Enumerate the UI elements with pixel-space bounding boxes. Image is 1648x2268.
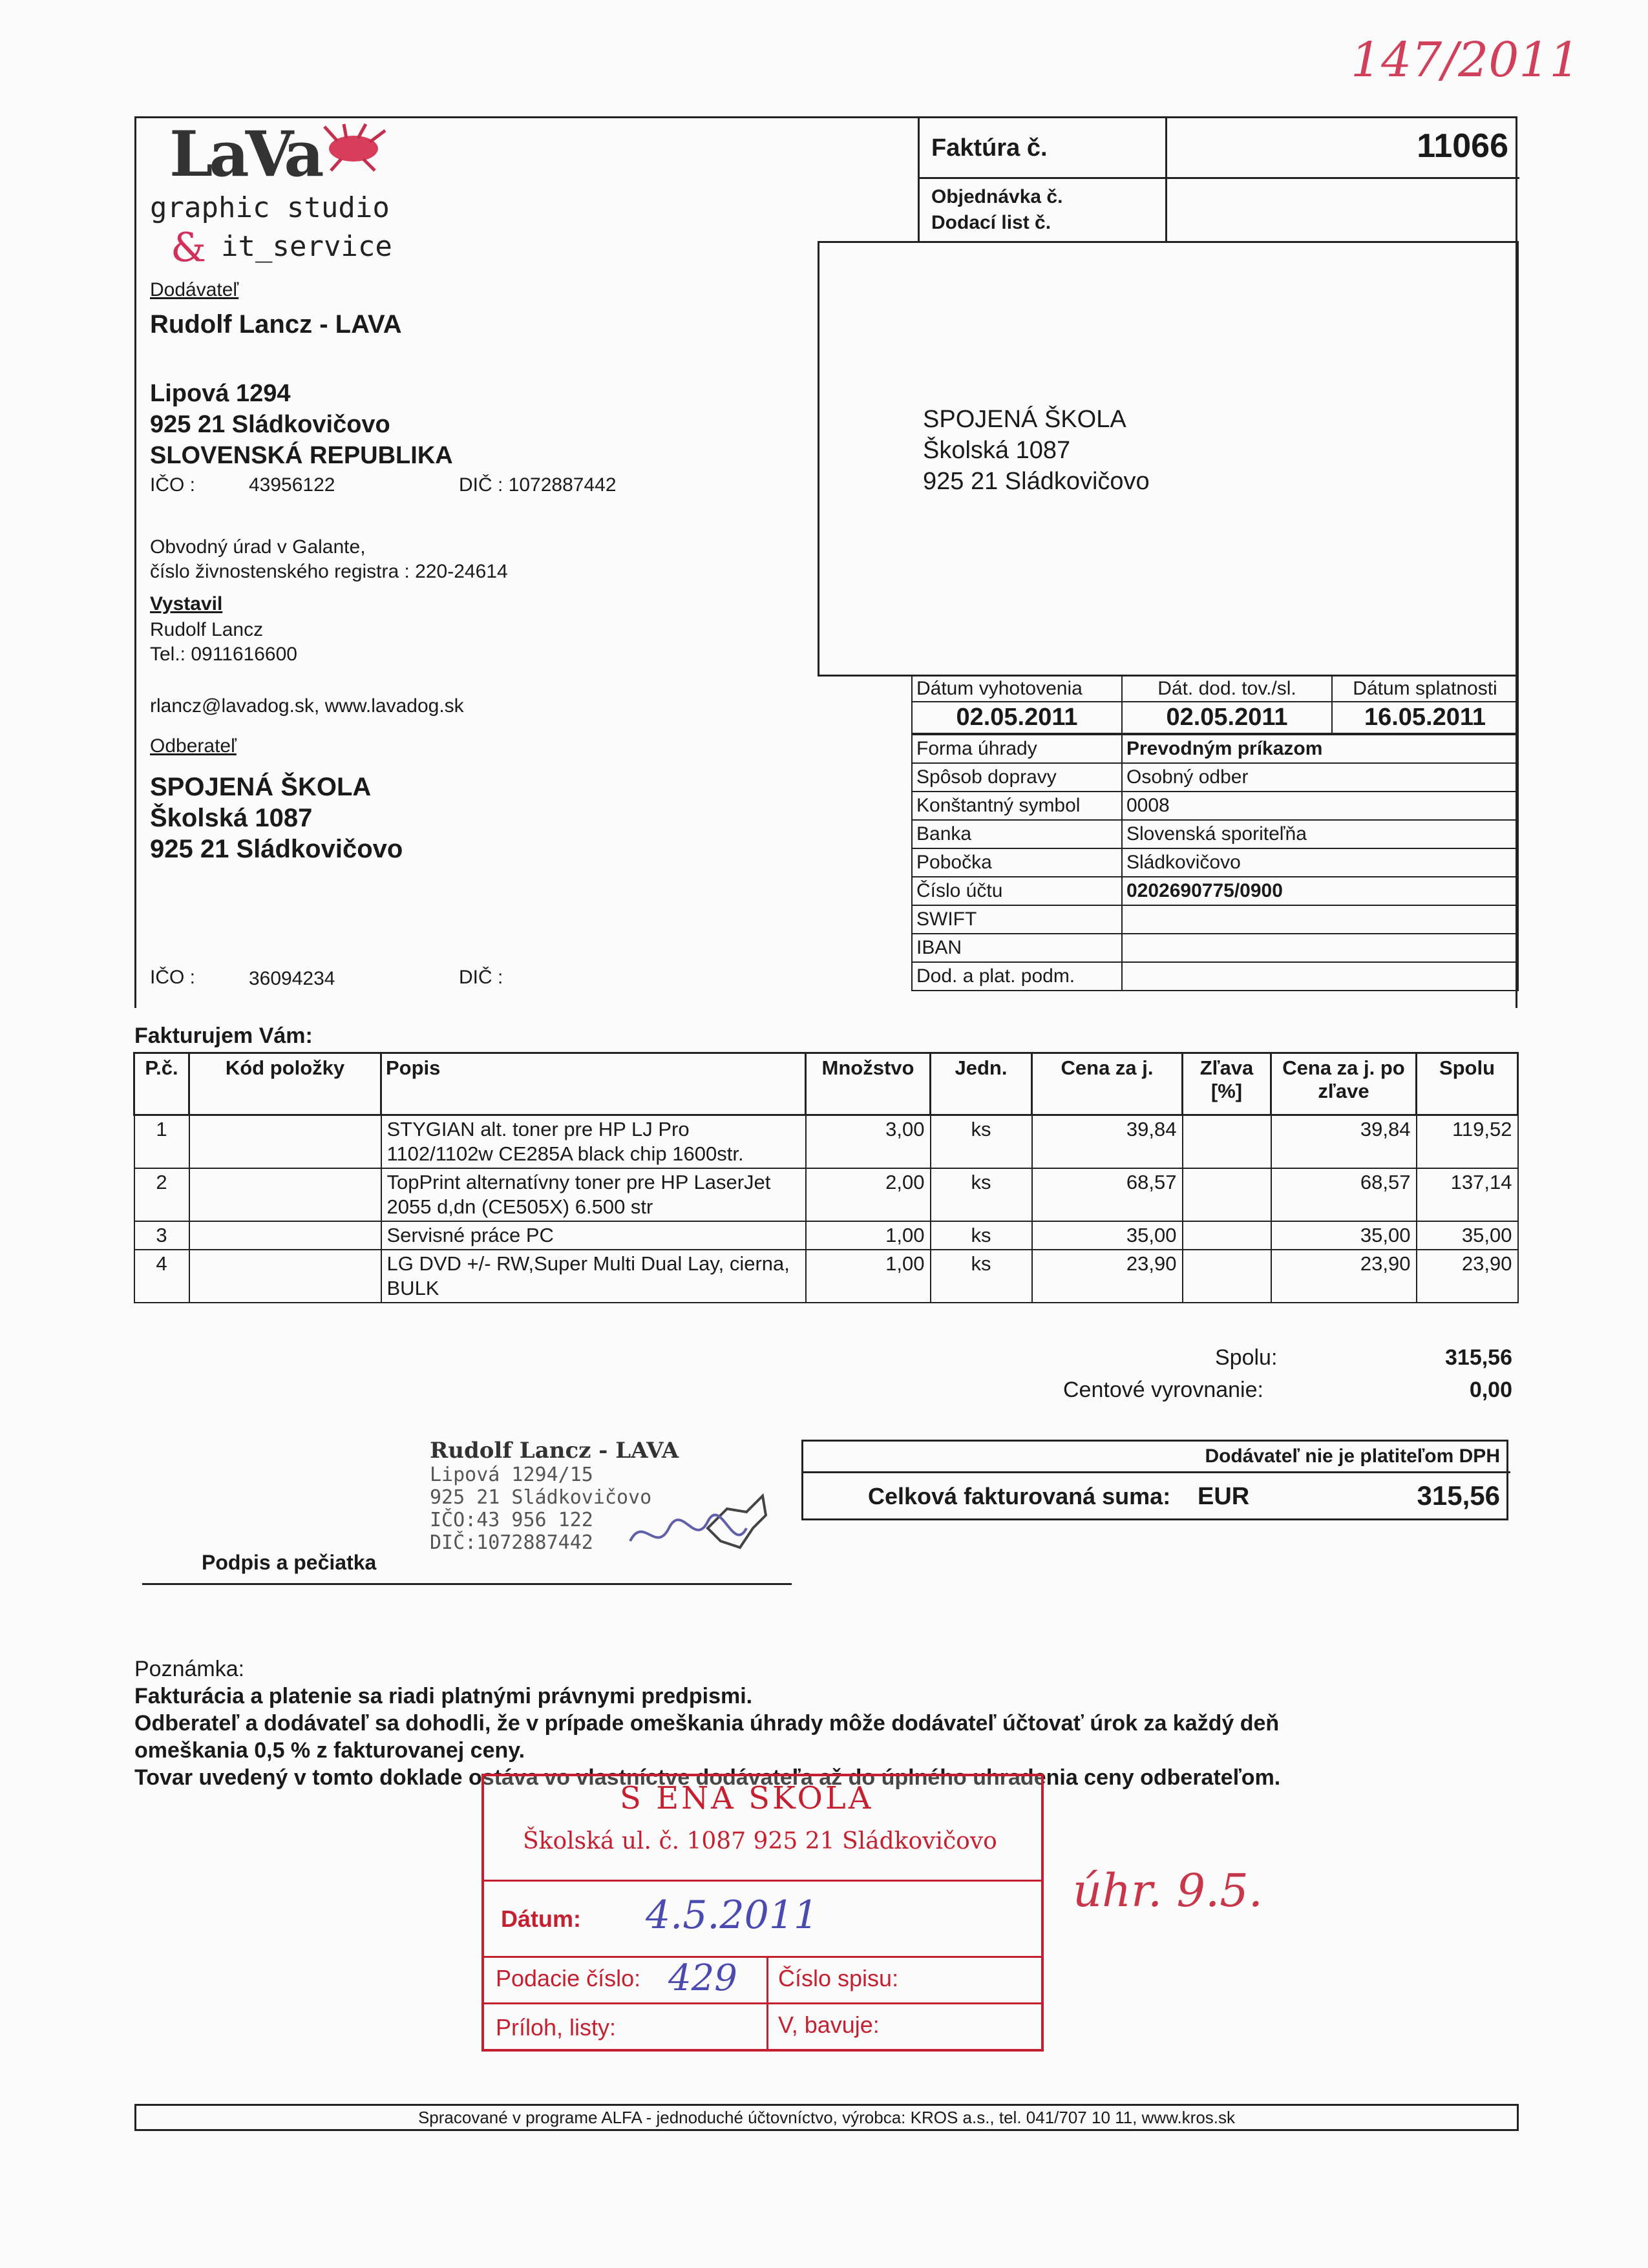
company-stamp	[430, 1438, 792, 1567]
col-unit: Jedn.	[931, 1053, 1032, 1115]
due-date: 16.05.2011	[1332, 702, 1518, 733]
stamp-line4: IČO:43 956 122	[430, 1509, 593, 1531]
delivery-note-label: Dodací list č.	[931, 212, 1051, 233]
invoice-header-box	[918, 116, 1517, 242]
item-price-after: 35,00	[1271, 1221, 1417, 1250]
payment-value: Osobný odber	[1122, 763, 1518, 792]
sum-label: Spolu:	[1215, 1345, 1278, 1370]
payment-row	[912, 905, 1518, 934]
issued-by-phone: Tel.: 0911616600	[150, 644, 297, 665]
item-qty: 1,00	[806, 1250, 931, 1303]
signature-line	[142, 1583, 792, 1585]
items-table	[133, 1052, 1519, 1303]
item-unit: ks	[931, 1250, 1032, 1303]
supplier-city: 925 21 Sládkovičovo	[150, 411, 390, 438]
item-total: 137,14	[1417, 1168, 1518, 1221]
payment-value: Prevodným príkazom	[1122, 735, 1518, 763]
footer-text: Spracované v programe ALFA - jednoduché účtovníctvo, výrobca: KROS a.s., tel. 041/707 10 11, www.kros.sk	[417, 2108, 1236, 2127]
item-pc: 1	[134, 1115, 189, 1169]
payment-label: Banka	[912, 820, 1122, 848]
item-price: 23,90	[1032, 1250, 1183, 1303]
supplier-name: Rudolf Lancz - LAVA	[150, 310, 402, 339]
logo-line1: graphic studio	[150, 191, 390, 224]
payment-label: Forma úhrady	[912, 735, 1122, 763]
item-code	[189, 1115, 381, 1169]
payment-value: 0008	[1122, 792, 1518, 820]
registry-priloh-label: Príloh, listy:	[496, 2014, 617, 2041]
registry-line2: číslo živnostenského registra : 220-24614	[150, 561, 508, 582]
col-code: Kód položky	[189, 1053, 381, 1115]
bee-icon	[318, 121, 389, 173]
item-desc: TopPrint alternatívny toner pre HP LaserJet 2055 d,dn (CE505X) 6.500 str	[381, 1168, 806, 1221]
signature-scribble	[624, 1509, 753, 1560]
registry-stamp	[481, 1774, 1044, 2052]
billing-intro: Fakturujem Vám:	[134, 1024, 313, 1048]
item-qty: 1,00	[806, 1221, 931, 1250]
buyer-label: Odberateľ	[150, 735, 237, 757]
note-line2: Odberateľ a dodávateľ sa dohodli, že v prípade omeškania úhrady môže dodávateľ účtovať úrok za každý deň	[134, 1711, 1280, 1736]
item-discount	[1183, 1168, 1271, 1221]
payment-row	[912, 848, 1518, 877]
order-label: Objednávka č.	[931, 186, 1063, 207]
registry-date-label: Dátum:	[501, 1906, 581, 1932]
payment-label: Pobočka	[912, 848, 1122, 877]
item-code	[189, 1250, 381, 1303]
recipient-line1: SPOJENÁ ŠKOLA	[923, 406, 1126, 433]
item-code	[189, 1168, 381, 1221]
item-price-after: 23,90	[1271, 1250, 1417, 1303]
rounding-value: 0,00	[1469, 1378, 1512, 1402]
issued-by-label: Vystavil	[150, 593, 223, 614]
payment-label: Dod. a plat. podm.	[912, 962, 1122, 991]
stamp-line5: DIČ:1072887442	[430, 1531, 593, 1554]
buyer-ico-label: IČO :	[150, 967, 196, 988]
delivery-date: 02.05.2011	[1122, 702, 1332, 733]
issue-date-label: Dátum vyhotovenia	[912, 676, 1122, 702]
items-table-wrap	[133, 1052, 1519, 1303]
issued-by-name: Rudolf Lancz	[150, 619, 264, 640]
logo	[150, 118, 421, 277]
payment-value	[1122, 962, 1518, 991]
stamp-line2: Lipová 1294/15	[430, 1464, 593, 1486]
item-pc: 2	[134, 1168, 189, 1221]
item-discount	[1183, 1115, 1271, 1169]
item-code	[189, 1221, 381, 1250]
supplier-country: SLOVENSKÁ REPUBLIKA	[150, 442, 453, 469]
item-total: 119,52	[1417, 1115, 1518, 1169]
item-discount	[1183, 1221, 1271, 1250]
note-line1: Fakturácia a platenie sa riadi platnými právnymi predpismi.	[134, 1684, 753, 1708]
item-unit: ks	[931, 1115, 1032, 1169]
item-unit: ks	[931, 1221, 1032, 1250]
due-date-label: Dátum splatnosti	[1332, 676, 1518, 702]
vat-note: Dodávateľ nie je platiteľom DPH	[1205, 1445, 1500, 1467]
grand-total-value: 315,56	[1417, 1480, 1500, 1511]
item-row	[134, 1168, 1518, 1221]
handwritten-payment-note: úhr. 9.5.	[1073, 1864, 1263, 1917]
logo-amp: &	[171, 224, 207, 271]
grand-total-currency: EUR	[1198, 1483, 1250, 1510]
item-qty: 3,00	[806, 1115, 931, 1169]
payment-table	[911, 734, 1519, 991]
sum-value: 315,56	[1445, 1345, 1512, 1370]
col-price-after: Cena za j. po zľave	[1271, 1053, 1417, 1115]
col-qty: Množstvo	[806, 1053, 931, 1115]
buyer-street: Školská 1087	[150, 804, 313, 832]
handwritten-reference: 147/2011	[1351, 32, 1580, 88]
logo-mark: LaVa	[169, 118, 321, 191]
item-price-after: 68,57	[1271, 1168, 1417, 1221]
supplier-ico: 43956122	[249, 474, 335, 496]
recipient-line2: Školská 1087	[923, 437, 1071, 464]
invoice-number: 11066	[1417, 127, 1508, 165]
payment-row	[912, 792, 1518, 820]
grand-total-box	[801, 1440, 1508, 1520]
item-pc: 3	[134, 1221, 189, 1250]
payment-label: Konštantný symbol	[912, 792, 1122, 820]
col-desc: Popis	[381, 1053, 806, 1115]
item-discount	[1183, 1250, 1271, 1303]
delivery-date-label: Dát. dod. tov./sl.	[1122, 676, 1332, 702]
registry-podacie-label: Podacie číslo:	[496, 1965, 641, 1991]
item-price-after: 39,84	[1271, 1115, 1417, 1169]
recipient-box	[818, 241, 1519, 677]
payment-value	[1122, 905, 1518, 934]
item-row	[134, 1250, 1518, 1303]
item-row	[134, 1221, 1518, 1250]
buyer-name: SPOJENÁ ŠKOLA	[150, 773, 372, 801]
recipient-line3: 925 21 Sládkovičovo	[923, 468, 1150, 495]
note-line3: omeškania 0,5 % z fakturovanej ceny.	[134, 1738, 525, 1763]
item-pc: 4	[134, 1250, 189, 1303]
payment-value: 0202690775/0900	[1122, 877, 1518, 905]
note-label: Poznámka:	[134, 1657, 245, 1681]
grand-total-label: Celková fakturovaná suma:	[868, 1483, 1171, 1509]
details-grid	[911, 675, 1519, 991]
item-desc: LG DVD +/- RW,Super Multi Dual Lay, cierna, BULK	[381, 1250, 806, 1303]
payment-label: Číslo účtu	[912, 877, 1122, 905]
registry-podacie-value: 429	[668, 1957, 737, 1999]
item-price: 68,57	[1032, 1168, 1183, 1221]
item-total: 35,00	[1417, 1221, 1518, 1250]
supplier-web: rlancz@lavadog.sk, www.lavadog.sk	[150, 695, 464, 717]
rounding-label: Centové vyrovnanie:	[1063, 1378, 1263, 1402]
issue-date: 02.05.2011	[912, 702, 1122, 733]
payment-value	[1122, 934, 1518, 962]
item-price: 39,84	[1032, 1115, 1183, 1169]
supplier-label: Dodávateľ	[150, 279, 239, 300]
buyer-city: 925 21 Sládkovičovo	[150, 835, 403, 863]
registry-stamp-title: S ENA SKOLA	[620, 1780, 874, 1816]
item-row	[134, 1115, 1518, 1169]
item-unit: ks	[931, 1168, 1032, 1221]
payment-row	[912, 877, 1518, 905]
item-desc: Servisné práce PC	[381, 1221, 806, 1250]
payment-row	[912, 735, 1518, 763]
payment-value: Slovenská sporiteľňa	[1122, 820, 1518, 848]
supplier-ico-label: IČO :	[150, 474, 196, 496]
logo-line2: it_service	[221, 230, 392, 263]
invoice-title-label: Faktúra č.	[931, 134, 1048, 162]
signature-label: Podpis a pečiatka	[202, 1551, 377, 1574]
col-pc: P.č.	[134, 1053, 189, 1115]
col-discount: Zľava [%]	[1183, 1053, 1271, 1115]
item-qty: 2,00	[806, 1168, 931, 1221]
payment-row	[912, 763, 1518, 792]
stamp-line1: Rudolf Lancz - LAVA	[430, 1438, 679, 1464]
item-desc: STYGIAN alt. toner pre HP LJ Pro 1102/1102w CE285A black chip 1600str.	[381, 1115, 806, 1169]
registry-vybavuje-label: V, bavuje:	[778, 2011, 880, 2038]
payment-row	[912, 962, 1518, 991]
buyer-ico: 36094234	[249, 968, 335, 989]
note-line4: Tovar uvedený v tomto doklade ostáva vo vlastníctve dodávateľa až do úplného uhradenia ceny odberateľom.	[134, 1765, 1281, 1790]
payment-label: Spôsob dopravy	[912, 763, 1122, 792]
buyer-dic-label: DIČ :	[459, 967, 503, 988]
supplier-street: Lipová 1294	[150, 380, 291, 407]
footer-box	[134, 2104, 1519, 2131]
item-price: 35,00	[1032, 1221, 1183, 1250]
payment-label: IBAN	[912, 934, 1122, 962]
col-total: Spolu	[1417, 1053, 1518, 1115]
col-price: Cena za j.	[1032, 1053, 1183, 1115]
payment-label: SWIFT	[912, 905, 1122, 934]
item-total: 23,90	[1417, 1250, 1518, 1303]
payment-row	[912, 820, 1518, 848]
stamp-line3: 925 21 Sládkovičovo	[430, 1486, 652, 1509]
supplier-dic: DIČ : 1072887442	[459, 474, 617, 496]
registry-line1: Obvodný úrad v Galante,	[150, 536, 366, 558]
registry-date-value: 4.5.2011	[646, 1893, 819, 1938]
payment-value: Sládkovičovo	[1122, 848, 1518, 877]
registry-cislo-label: Číslo spisu:	[778, 1965, 899, 1991]
registry-stamp-address: Školská ul. č. 1087 925 21 Sládkovičovo	[523, 1828, 997, 1854]
payment-row	[912, 934, 1518, 962]
